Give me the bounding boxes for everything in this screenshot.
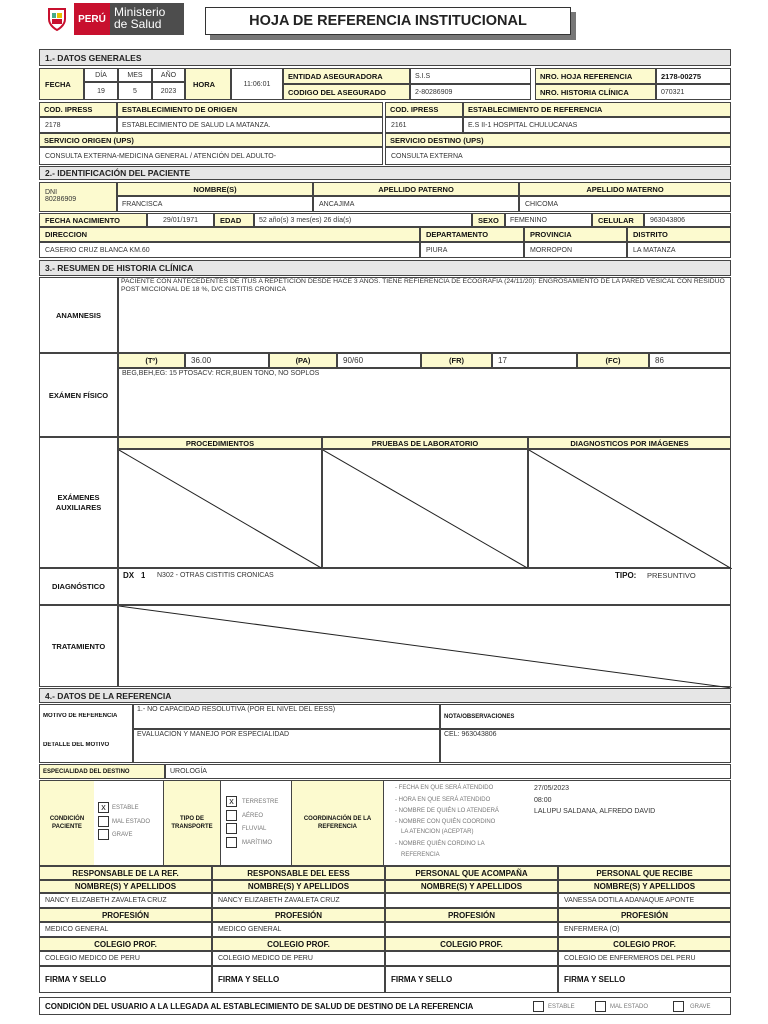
resp-colegio-label-4: COLEGIO PROF. — [558, 937, 731, 951]
codigo-value: 2-80286909 — [410, 84, 531, 100]
tr-terrestre-checkbox[interactable]: x — [226, 796, 237, 807]
tipo-label: TIPO: — [615, 571, 637, 580]
entidad-label: ENTIDAD ASEGURADORA — [283, 68, 410, 84]
resp-header-1: RESPONSABLE DE LA REF. — [39, 866, 212, 880]
tr-maritimo-checkbox[interactable] — [226, 837, 237, 848]
pa-label: (PA) — [269, 353, 337, 368]
nota-label: NOTA/OBSERVACIONES — [440, 704, 731, 729]
section-3-title: 3.- RESUMEN DE HISTORIA CLÍNICA — [39, 260, 731, 276]
cod-ipress-ref-value: 2161 — [385, 117, 463, 133]
anamnesis-label: ANAMNESIS — [39, 277, 118, 353]
est-ref-label: ESTABLECIMIENTO DE REFERENCIA — [463, 102, 731, 117]
cond-mal-label: MAL ESTADO — [112, 819, 151, 825]
resp-colegio-label-1: COLEGIO PROF. — [39, 937, 212, 951]
nombres-label: NOMBRE(S) — [117, 182, 313, 196]
mes-value: 5 — [118, 82, 152, 100]
resp-nombres-label-1: NOMBRE(S) Y APELLIDOS — [39, 880, 212, 893]
responsables-table — [39, 866, 731, 993]
serv-origen-value: CONSULTA EXTERNA-MEDICINA GENERAL / ATENCIÓN DEL ADULTO- — [39, 147, 383, 165]
coord-cor-label-1: - NOMBRE QUIÉN CORDINO LA — [395, 841, 485, 847]
resp-colegio-2: COLEGIO MEDICO DE PERU — [212, 951, 385, 966]
coord-quien-value: LALUPU SALDAÑA, ALFREDO DAVID — [534, 808, 656, 815]
resp-prof-3 — [385, 922, 558, 937]
est-origen-value: ESTABLECIMIENTO DE SALUD LA MATANZA. — [117, 117, 383, 133]
laboratorio-label: PRUEBAS DE LABORATORIO — [322, 437, 528, 449]
cond-grave-label: GRAVE — [112, 832, 133, 838]
est-origen-label: ESTABLECIMIENTO DE ORIGEN — [117, 102, 383, 117]
transporte-label: TIPO DE TRANSPORTE — [171, 816, 213, 830]
coord-quien-label: - NOMBRE DE QUIÉN LO ATENDERÁ — [395, 808, 499, 814]
dx-number: 1 — [141, 571, 146, 580]
ap-paterno-value: ANCAJIMA — [313, 196, 519, 212]
fnac-label: FECHA NACIMIENTO — [39, 213, 147, 227]
ano-value: 2023 — [152, 82, 185, 100]
tr-terrestre-label: TERRESTRE — [242, 799, 279, 805]
diagnostico-label: DIAGNÓSTICO — [39, 568, 118, 605]
logo-country: PERÚ — [74, 3, 110, 35]
footer-condicion — [39, 997, 731, 1015]
motivo-label: MOTIVO DE REFERENCIA — [43, 713, 118, 719]
footer-estable-checkbox[interactable] — [533, 1001, 544, 1012]
sexo-value: FEMENINO — [505, 213, 592, 227]
tr-fluvial-checkbox[interactable] — [226, 823, 237, 834]
dx-value: N302 - OTRAS CISTITIS CRÓNICAS — [157, 572, 274, 579]
dia-label: DÍA — [84, 68, 118, 82]
hora-label: HORA — [185, 68, 231, 100]
resp-firma-2: FIRMA Y SELLO — [212, 966, 385, 993]
examen-label: EXÁMEN FÍSICO — [39, 353, 118, 437]
peru-shield-icon — [40, 3, 74, 35]
fc-value: 86 — [649, 353, 731, 368]
tratamiento-label: TRATAMIENTO — [39, 605, 118, 687]
ano-label: AÑO — [152, 68, 185, 82]
coord-cor-label-2: REFERENCIA — [401, 852, 440, 858]
aux-label: EXÁMENES AUXILIARES — [39, 437, 118, 568]
footer-estable-label: ESTABLE — [548, 1004, 575, 1010]
footer-mal-label: MAL ESTADO — [610, 1004, 649, 1010]
cod-ipress-ref-label: COD. IPRESS — [385, 102, 463, 117]
footer-grave-label: GRAVE — [690, 1004, 711, 1010]
resp-header-3: PERSONAL QUE ACOMPAÑA — [385, 866, 558, 880]
cond-estable-checkbox[interactable]: x — [98, 802, 109, 813]
resp-prof-1: MEDICO GENERAL — [39, 922, 212, 937]
section-1-title: 1.- DATOS GENERALES — [39, 49, 731, 66]
coord-hora-value: 08:00 — [534, 797, 552, 804]
footer-grave-checkbox[interactable] — [673, 1001, 684, 1012]
minsa-logo — [40, 3, 184, 35]
temp-value: 36.00 — [185, 353, 269, 368]
nro-hoja-value: 2178-00275 — [656, 68, 731, 84]
distrito-label: DISTRITO — [627, 227, 731, 242]
laboratorio-box — [322, 449, 528, 568]
celular-value: 963043806 — [644, 213, 731, 227]
nro-hoja-label: NRO. HOJA REFERENCIA — [535, 68, 656, 84]
dia-value: 19 — [84, 82, 118, 100]
coord-con-label-1: - NOMBRE CON QUIÉN COORDINO — [395, 819, 496, 825]
celular-label: CELULAR — [592, 213, 644, 227]
dx-label: DX — [123, 571, 135, 580]
direccion-label: DIRECCION — [39, 227, 420, 242]
page-title: HOJA DE REFERENCIA INSTITUCIONAL — [205, 7, 571, 35]
resp-prof-label-2: PROFESIÓN — [212, 908, 385, 922]
fc-label: (FC) — [577, 353, 649, 368]
codigo-label: CODIGO DEL ASEGURADO — [283, 84, 410, 100]
coordinacion-label: COORDINACIÓN DE LA REFERENCIA — [303, 816, 372, 830]
resp-nombre-4: VANESSA DOTILA ADANAQUE APONTE — [558, 893, 731, 908]
condicion-label: CONDICIÓN PACIENTE — [49, 816, 85, 830]
sexo-label: SEXO — [472, 213, 505, 227]
fr-value: 17 — [492, 353, 577, 368]
detalle-value: EVALUACION Y MANEJO POR ESPECIALIDAD — [133, 729, 440, 763]
distrito-value: LA MATANZA — [627, 242, 731, 258]
dni-label: DNI — [45, 189, 58, 196]
resp-firma-3: FIRMA Y SELLO — [385, 966, 558, 993]
resp-firma-1: FIRMA Y SELLO — [39, 966, 212, 993]
ap-materno-value: CHICOMA — [519, 196, 731, 212]
procedimientos-label: PROCEDIMIENTOS — [118, 437, 322, 449]
pa-value: 90/60 — [337, 353, 421, 368]
nro-hist-value: 070321 — [656, 84, 731, 100]
anamnesis-value: PACIENTE CON ANTECEDENTES DE ITUS A REPETICION DESDE HACE 3 AÑOS. TIENE REFIERENCIA DE ECOGRAFIA (24/11/20): ENGROSAMIENTO DE LA PARED VESICAL CON RESIDUO POST MICCIONAL DE 18 %, D/C CISTITIS CRONICA — [118, 277, 731, 353]
fecha-label: FECHA — [39, 68, 84, 100]
serv-destino-value: CONSULTA EXTERNA — [385, 147, 731, 165]
fnac-value: 29/01/1971 — [147, 213, 214, 227]
departamento-label: DEPARTAMENTO — [420, 227, 524, 242]
edad-value: 52 año(s) 3 mes(es) 26 día(s) — [254, 213, 472, 227]
tr-maritimo-label: MARÍTIMO — [242, 840, 272, 846]
hora-value: 11:06:01 — [231, 68, 283, 100]
edad-label: EDAD — [214, 213, 254, 227]
logo-ministry-line2: de Salud — [114, 17, 162, 31]
footer-mal-checkbox[interactable] — [595, 1001, 606, 1012]
entidad-value: S.I.S — [410, 68, 531, 84]
cod-ipress-origen-label: COD. IPRESS — [39, 102, 117, 117]
resp-prof-label-4: PROFESIÓN — [558, 908, 731, 922]
detalle-label: DETALLE DEL MOTIVO — [43, 742, 110, 748]
ap-paterno-label: APELLIDO PATERNO — [313, 182, 519, 196]
cond-llegada-label: CONDICIÓN DEL USUARIO A LA LLEGADA AL ESTABLECIMIENTO DE SALUD DE DESTINO DE LA REFERENCIA — [45, 1002, 474, 1011]
cond-mal-checkbox[interactable] — [98, 816, 109, 827]
dni-value: 80286909 — [45, 196, 77, 203]
section-2-title: 2.- IDENTIFICACIÓN DEL PACIENTE — [39, 166, 731, 180]
resp-firma-4: FIRMA Y SELLO — [558, 966, 731, 993]
nombres-value: FRANCISCA — [117, 196, 313, 212]
cod-ipress-origen-value: 2178 — [39, 117, 117, 133]
provincia-label: PROVINCIA — [524, 227, 627, 242]
resp-nombres-label-4: NOMBRE(S) Y APELLIDOS — [558, 880, 731, 893]
tr-fluvial-label: FLUVIAL — [242, 826, 267, 832]
departamento-value: PIURA — [420, 242, 524, 258]
resp-prof-2: MEDICO GENERAL — [212, 922, 385, 937]
resp-colegio-label-3: COLEGIO PROF. — [385, 937, 558, 951]
especialidad-label: ESPECIALIDAD DEL DESTINO — [39, 764, 165, 779]
resp-colegio-1: COLEGIO MEDICO DE PERU — [39, 951, 212, 966]
serv-destino-label: SERVICIO DESTINO (UPS) — [385, 133, 731, 147]
tr-aereo-checkbox[interactable] — [226, 810, 237, 821]
resp-header-4: PERSONAL QUE RECIBE — [558, 866, 731, 880]
logo-ministry-line1: Ministerio — [114, 5, 166, 19]
resp-colegio-4: COLEGIO DE ENFERMEROS DEL PERU — [558, 951, 731, 966]
coord-fecha-value: 27/05/2023 — [534, 785, 570, 792]
tr-aereo-label: AÉREO — [242, 813, 264, 819]
nota-value: CEL: 963043806 — [440, 729, 731, 763]
nro-hist-label: NRO. HISTORIA CLÍNICA — [535, 84, 656, 100]
imagenes-box — [528, 449, 731, 568]
temp-label: (Tº) — [118, 353, 185, 368]
serv-origen-label: SERVICIO ORIGEN (UPS) — [39, 133, 383, 147]
especialidad-value: UROLOGÍA — [165, 764, 731, 779]
resp-nombre-3 — [385, 893, 558, 908]
est-ref-value: E.S II-1 HOSPITAL CHULUCANAS — [463, 117, 731, 133]
coord-hora-label: - HORA EN QUE SERÁ ATENDIDO — [395, 797, 491, 803]
coord-fecha-label: - FECHA EN QUE SERÁ ATENDIDO — [395, 785, 494, 791]
section-4-title: 4.- DATOS DE LA REFERENCIA — [39, 688, 731, 703]
resp-nombres-label-2: NOMBRE(S) Y APELLIDOS — [212, 880, 385, 893]
tratamiento-box — [118, 605, 731, 687]
ap-materno-label: APELLIDO MATERNO — [519, 182, 731, 196]
diagnostico-box — [118, 568, 731, 605]
tipo-value: PRESUNTIVO — [647, 571, 696, 580]
resp-prof-label-1: PROFESIÓN — [39, 908, 212, 922]
resp-nombre-1: NANCY ELIZABETH ZAVALETA CRUZ — [39, 893, 212, 908]
resp-prof-4: ENFERMERA (O) — [558, 922, 731, 937]
dni-box — [39, 182, 117, 212]
coord-con-label-2: LA ATENCION (ACEPTAR) — [401, 829, 474, 835]
resp-colegio-label-2: COLEGIO PROF. — [212, 937, 385, 951]
resp-colegio-3 — [385, 951, 558, 966]
direccion-value: CASERIO CRUZ BLANCA KM.60 — [39, 242, 420, 258]
cond-grave-checkbox[interactable] — [98, 829, 109, 840]
resp-nombres-label-3: NOMBRE(S) Y APELLIDOS — [385, 880, 558, 893]
cond-estable-label: ESTABLE — [112, 805, 139, 811]
provincia-value: MORROPON — [524, 242, 627, 258]
resp-prof-label-3: PROFESIÓN — [385, 908, 558, 922]
mes-label: MES — [118, 68, 152, 82]
resp-header-2: RESPONSABLE DEL EESS — [212, 866, 385, 880]
fr-label: (FR) — [421, 353, 492, 368]
motivo-value: 1.- NO CAPACIDAD RESOLUTIVA (POR EL NIVEL DEL EESS) — [133, 704, 440, 729]
resp-nombre-2: NANCY ELIZABETH ZAVALETA CRUZ — [212, 893, 385, 908]
examen-value: BEG,BEH,EG: 15 PTOSACV: RCR,BUEN TONO, NO SOPLOS — [118, 368, 731, 437]
procedimientos-box — [118, 449, 322, 568]
imagenes-label: DIAGNOSTICOS POR IMÁGENES — [528, 437, 731, 449]
